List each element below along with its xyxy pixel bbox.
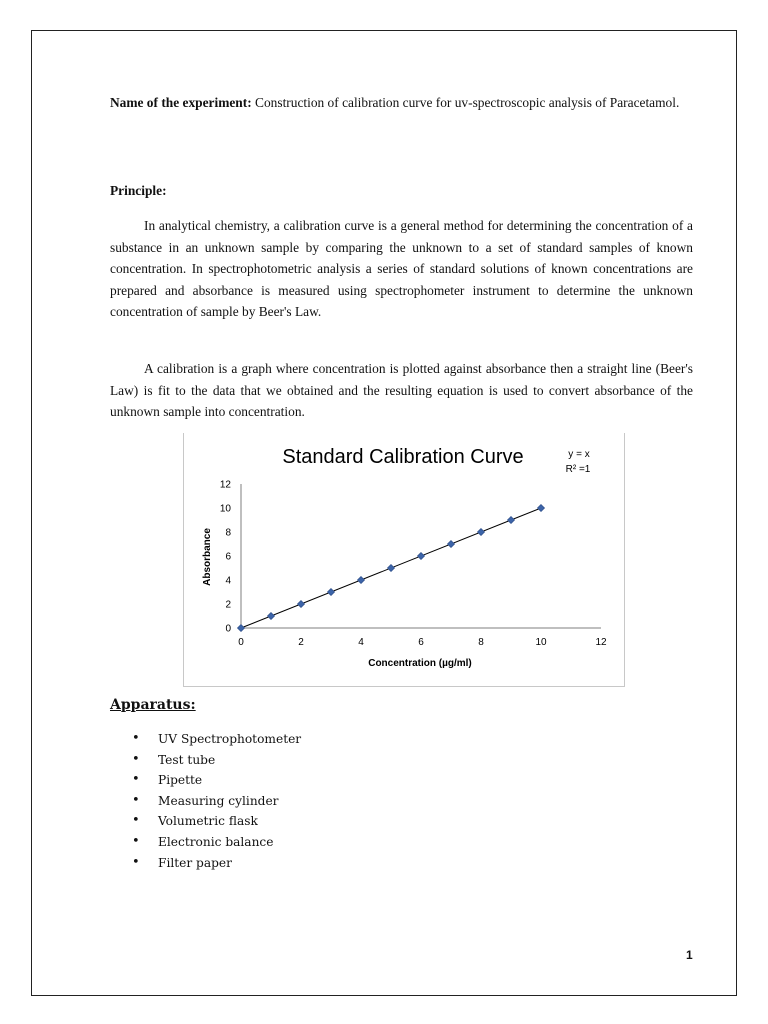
y-tick-label: 4 [225, 575, 231, 587]
y-tick-label: 0 [225, 623, 231, 635]
x-axis-label: Concentration (µg/ml) [368, 658, 472, 669]
apparatus-item: • Electronic balance [132, 832, 301, 853]
data-point [297, 600, 304, 607]
y-tick-label: 10 [219, 503, 231, 515]
y-tick-label: 8 [225, 527, 231, 539]
experiment-title [110, 92, 693, 114]
x-tick-label: 0 [238, 637, 244, 648]
y-tick-label: 6 [225, 551, 231, 563]
apparatus-item: • Measuring cylinder [132, 791, 301, 812]
apparatus-item: • Pipette [132, 770, 301, 791]
x-tick-label: 4 [358, 637, 364, 648]
x-tick-label: 8 [478, 637, 484, 648]
x-tick-label: 12 [595, 637, 607, 648]
data-point [447, 540, 454, 547]
chart-svg [183, 433, 625, 687]
principle-paragraph-1: In analytical chemistry, a calibration curve is a general method for determining the concentration of a substance in an unknown sample by comparing the unknown to a set of standard samples of known concentration. In spectrophotometric analysis a series of standard solutions of known concentrations are prepared and absorbance is measured using spectrophometer instrument to determine the unknown concentration of sample by Beer's Law. [110, 218, 693, 319]
x-tick-label: 2 [298, 637, 304, 648]
data-point [327, 588, 334, 595]
trendline-equation: y = x [568, 449, 590, 460]
y-tick-label: 12 [219, 479, 231, 491]
x-tick-label: 6 [418, 637, 424, 648]
y-axis-label: Absorbance [202, 528, 213, 586]
r-squared-label: R² =1 [565, 464, 591, 475]
page-number: 1 [686, 948, 693, 962]
data-point [417, 552, 424, 559]
data-point [507, 516, 514, 523]
calibration-chart [183, 433, 625, 687]
apparatus-list [132, 729, 301, 873]
data-point [267, 612, 274, 619]
experiment-name: Construction of calibration curve for uv-spectroscopic analysis of Paracetamol. [255, 95, 680, 110]
data-point [357, 576, 364, 583]
data-point [237, 624, 244, 631]
data-point [387, 564, 394, 571]
principle-heading-text: Principle: [110, 183, 167, 198]
apparatus-item: • UV Spectrophotometer [132, 729, 301, 750]
apparatus-heading: Apparatus: [110, 697, 196, 713]
apparatus-item: • Test tube [132, 750, 301, 771]
x-tick-label: 10 [535, 637, 547, 648]
principle-heading [110, 180, 693, 202]
data-point [537, 504, 544, 511]
y-tick-label: 2 [225, 599, 231, 611]
principle-paragraph-2: A calibration is a graph where concentration is plotted against absorbance then a straight line (Beer's Law) is fit to the data that we obtained and the resulting equation is used to convert absorbance of the unknown sample into concentration. [110, 361, 693, 419]
chart-title: Standard Calibration Curve [282, 446, 524, 468]
apparatus-item: • Filter paper [132, 853, 301, 874]
data-point [477, 528, 484, 535]
experiment-label: Name of the experiment: [110, 95, 252, 110]
apparatus-item: • Volumetric flask [132, 811, 301, 832]
